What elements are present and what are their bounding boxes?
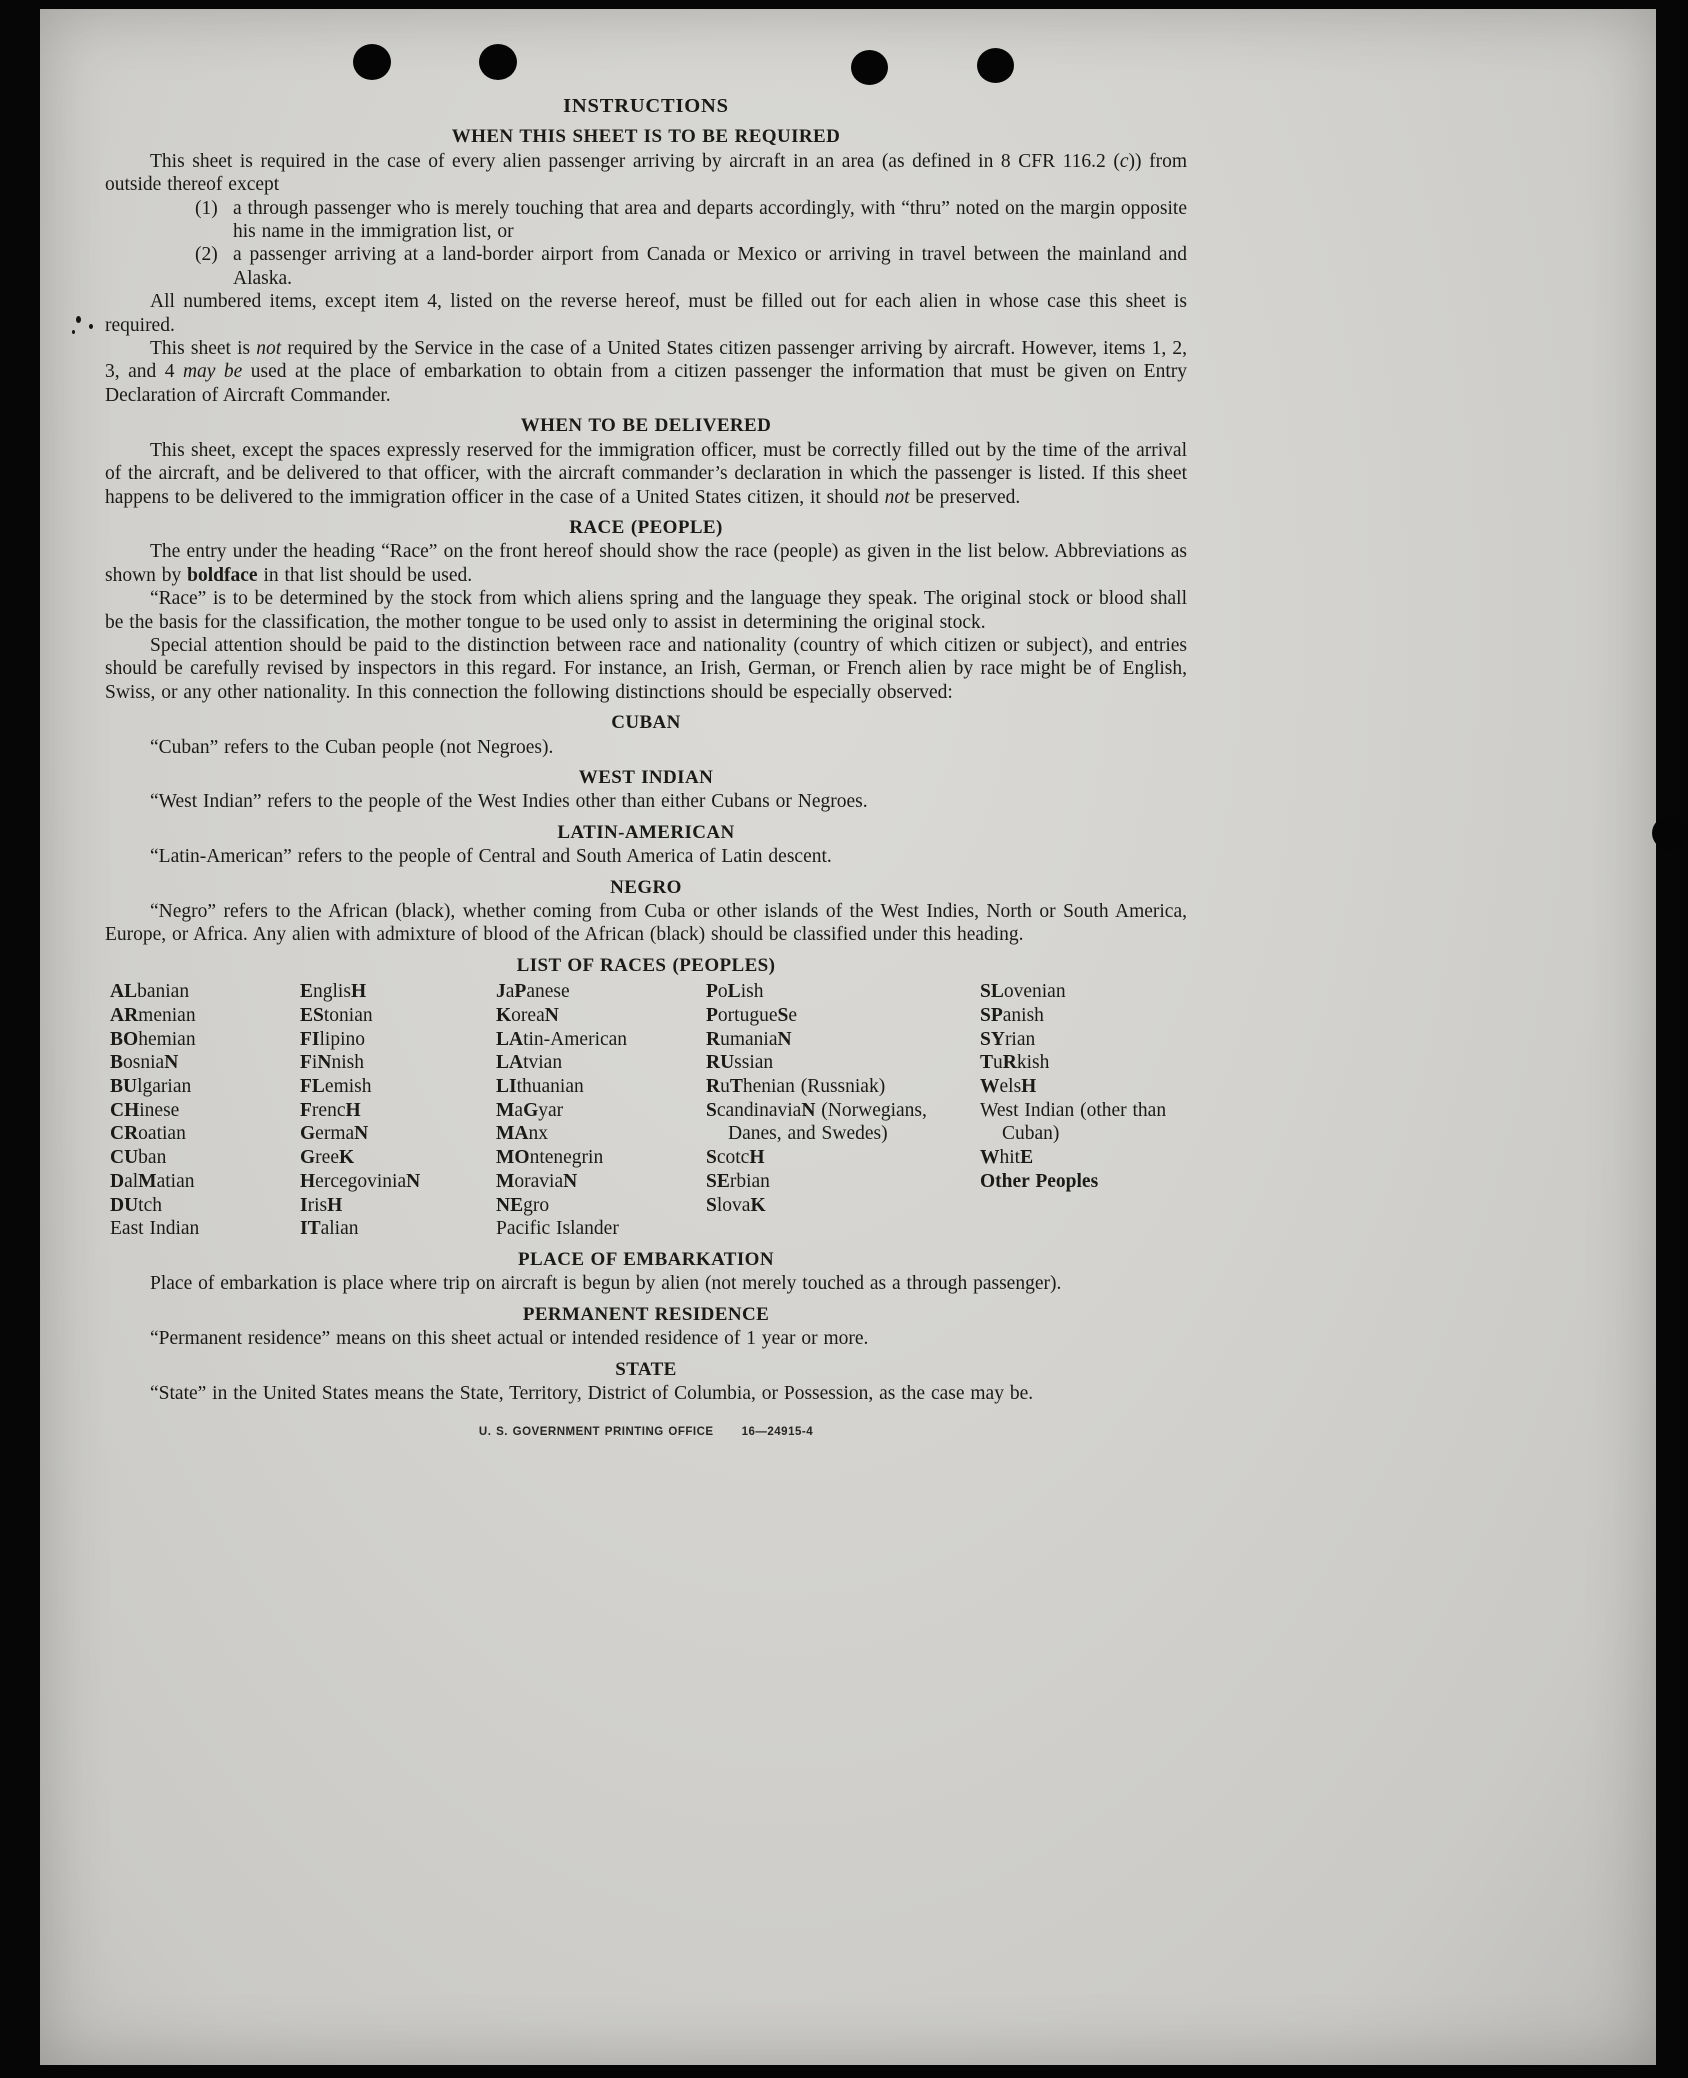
heading-embarkation: PLACE OF EMBARKATION (518, 1248, 774, 1270)
paragraph-embarkation: Place of embarkation is place where trip on aircraft is begun by alien (not merely touched as a through passenger). (150, 1273, 1062, 1295)
paragraph-west-indian: “West Indian” refers to the people of the West Indies other than either Cubans or Negroes. (150, 791, 868, 813)
race-entry: EStonian (300, 1004, 373, 1026)
race-entry: BUlgarian (110, 1076, 192, 1098)
race-entry: TuRkish (980, 1052, 1050, 1074)
scan-speck (76, 316, 81, 323)
heading-cuban: CUBAN (611, 712, 681, 734)
item-number: (1) (195, 197, 218, 219)
race-entry: ALbanian (110, 981, 190, 1003)
race-entry: Other Peoples (980, 1170, 1099, 1192)
race-entry: GermaN (300, 1123, 369, 1145)
race-entry: FrencH (300, 1099, 361, 1121)
race-entry: SYrian (980, 1028, 1036, 1050)
race-entry: Pacific Islander (496, 1218, 619, 1240)
printing-office-label: U. S. GOVERNMENT PRINTING OFFICE (478, 1426, 714, 1439)
heading-latin-american: LATIN-AMERICAN (557, 821, 735, 843)
race-entry: KoreaN (496, 1004, 559, 1026)
race-entry: SPanish (980, 1004, 1044, 1026)
race-entry: ARmenian (110, 1004, 196, 1026)
heading-race-people: RACE (PEOPLE) (569, 516, 723, 538)
race-entry: MAnx (496, 1123, 548, 1145)
race-entry: IrisH (300, 1194, 343, 1216)
heading-races-list: LIST OF RACES (PEOPLES) (516, 954, 776, 976)
race-entry: East Indian (110, 1218, 200, 1240)
races-column-5 (980, 980, 1187, 1241)
races-list (105, 980, 1187, 1241)
race-entry: ITalian (300, 1218, 359, 1240)
race-entry: LIthuanian (496, 1076, 584, 1098)
race-entry: HercegoviniaN (300, 1170, 421, 1192)
scan-edge-mark (1652, 816, 1688, 850)
race-entry: FIlipino (300, 1028, 366, 1050)
numbered-item-2 (105, 243, 1187, 290)
paragraph-cuban: “Cuban” refers to the Cuban people (not Negroes). (150, 736, 554, 758)
paragraph-all-items: All numbered items, except item 4, listed on the reverse hereof, must be filled out for each alien in whose case this sheet is required. (105, 291, 1187, 336)
paragraph-race-determined: “Race” is to be determined by the stock from which aliens spring and the language they speak. The original stock or blood shall be the basis for the classification, the mother tongue to be used only to assist in determining the original stock. (105, 588, 1187, 633)
document-title: INSTRUCTIONS (563, 95, 729, 117)
heading-residence: PERMANENT RESIDENCE (522, 1303, 770, 1325)
form-number: 16—24915-4 (741, 1426, 814, 1439)
heading-when-required: WHEN THIS SHEET IS TO BE REQUIRED (451, 126, 841, 148)
race-entry: FiNnish (300, 1052, 364, 1074)
race-entry: CHinese (110, 1099, 180, 1121)
paragraph-race-entry: The entry under the heading “Race” on the front hereof should show the race (people) as given in the list below. Abbreviations as shown by boldface in that list should be used. (105, 541, 1187, 586)
race-entry: PortugueSe (706, 1004, 798, 1026)
document-page (40, 9, 1656, 2065)
paragraph-residence: “Permanent residence” means on this sheet actual or intended residence of 1 year or more. (150, 1328, 869, 1350)
races-column-4 (706, 980, 980, 1241)
race-entry: RUssian (706, 1052, 774, 1074)
punch-hole (977, 48, 1014, 83)
race-entry: RumaniaN (706, 1028, 792, 1050)
heading-negro: NEGRO (610, 876, 682, 898)
race-entry: ScandinaviaN (Norwegians, Danes, and Swedes) (706, 1099, 927, 1145)
heading-when-delivered: WHEN TO BE DELIVERED (520, 415, 772, 437)
punch-hole (851, 50, 888, 85)
race-entry: RuThenian (Russniak) (706, 1076, 886, 1098)
race-entry: FLemish (300, 1076, 372, 1098)
item-number: (2) (195, 244, 218, 266)
race-entry: MoraviaN (496, 1170, 578, 1192)
race-entry: CRoatian (110, 1123, 186, 1145)
race-entry: MOntenegrin (496, 1147, 604, 1169)
item-text: a passenger arriving at a land-border airport from Canada or Mexico or arriving in travel between the mainland and Alaska. (233, 244, 1187, 289)
paragraph-required-intro: This sheet is required in the case of every alien passenger arriving by aircraft in an area (as defined in 8 CFR 116.2 (c)) from outside thereof except (105, 150, 1187, 196)
race-entry: WhitE (980, 1147, 1034, 1169)
race-entry: PoLish (706, 981, 764, 1003)
races-column-2 (300, 980, 496, 1241)
heading-west-indian: WEST INDIAN (578, 766, 714, 788)
race-entry: CUban (110, 1147, 167, 1169)
numbered-item-1 (105, 197, 1187, 244)
item-text: a through passenger who is merely touching that area and departs accordingly, with “thru” noted on the margin opposite his name in the immigration list, or (233, 197, 1187, 243)
paragraph-citizen-exception: This sheet is not required by the Service in the case of a United States citizen passenger arriving by aircraft. However, items 1, 2, 3, and 4 may be used at the place of embarkation to obtain from a citizen passenger the information that must be given on Entry Declaration of Aircraft Commander. (105, 338, 1187, 406)
races-column-1 (110, 980, 300, 1241)
race-entry: MaGyar (496, 1099, 564, 1121)
punch-hole (353, 44, 391, 80)
race-entry: WelsH (980, 1076, 1037, 1098)
paragraph-latin-american: “Latin-American” refers to the people of Central and South America of Latin descent. (150, 846, 832, 868)
race-entry: LAtvian (496, 1052, 563, 1074)
paragraph-state: “State” in the United States means the State, Territory, District of Columbia, or Possession, as the case may be. (150, 1382, 1034, 1404)
race-entry: BosniaN (110, 1052, 179, 1074)
race-entry: SLovenian (980, 981, 1066, 1003)
race-entry: West Indian (other than Cuban) (980, 1099, 1167, 1145)
heading-state: STATE (615, 1358, 677, 1380)
paragraph-delivery: This sheet, except the spaces expressly reserved for the immigration officer, must be correctly filled out by the time of the arrival of the aircraft, and be delivered to that officer, with the aircraft commander’s declaration in which the passenger is listed. If this sheet happens to be delivered to the immigration officer in the case of a United States citizen, it should not be preserved. (105, 439, 1187, 508)
race-entry: JaPanese (496, 981, 570, 1003)
race-entry: BOhemian (110, 1028, 196, 1050)
scan-speck (72, 330, 75, 334)
race-entry: SErbian (706, 1170, 770, 1192)
paragraph-negro: “Negro” refers to the African (black), whether coming from Cuba or other islands of the West Indies, North or South America, Europe, or Africa. Any alien with admixture of blood of the African (black) should be classified under this heading. (105, 901, 1187, 946)
page-footer (105, 1421, 1187, 1444)
scan-speck (89, 324, 93, 329)
race-entry: LAtin-American (496, 1028, 628, 1050)
race-entry: GreeK (300, 1147, 355, 1169)
race-entry: DUtch (110, 1194, 162, 1216)
races-column-3 (496, 980, 706, 1241)
race-entry: ScotcH (706, 1147, 765, 1169)
race-entry: DalMatian (110, 1170, 195, 1192)
race-entry: SlovaK (706, 1194, 766, 1216)
paragraph-race-nationality: Special attention should be paid to the distinction between race and nationality (country of which citizen or subject), and entries should be carefully revised by inspectors in this regard. For instance, an Irish, German, or French alien by race might be of English, Swiss, or any other nationality. In this connection the following distinctions should be especially observed: (105, 634, 1187, 703)
race-entry: EnglisH (300, 981, 367, 1003)
document-content (105, 95, 1187, 1445)
punch-hole (479, 44, 517, 80)
race-entry: NEgro (496, 1194, 550, 1216)
